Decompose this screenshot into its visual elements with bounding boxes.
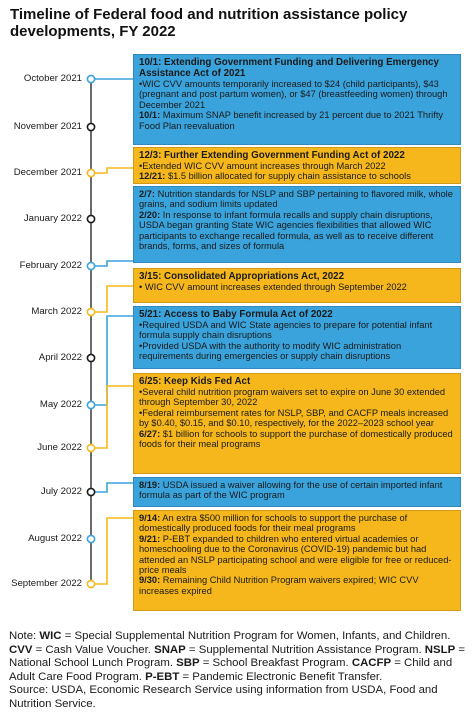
month-label: April 2022 bbox=[38, 352, 82, 363]
event-date: 10/1: bbox=[139, 110, 161, 121]
event-connector bbox=[91, 261, 133, 266]
month-marker-dot bbox=[87, 580, 94, 587]
month-label: July 2022 bbox=[40, 486, 82, 497]
month-label: September 2022 bbox=[11, 578, 82, 589]
abbreviation-note: Note: WIC = Special Supplemental Nutrition Program for Women, Infants, and Children. CVV = Cash Value Voucher. SNAP = Supplemental Nutrition Assistance Program. NSLP = National School Lunch Program. SBP = School Breakfast Program. CACFP = Child and Adult Care Food Program. P-EBT = Pandemic Electronic Benefit Transfer. bbox=[9, 630, 465, 683]
event-box-line: 2/20: In response to infant formula recalls and supply chain disruptions, USDA began granting State WIC agencies flexibilities that allowed WIC participants to exchange recalled formula, as well as to receive different brands, forms, and sizes of formula bbox=[139, 209, 434, 252]
month-marker-dot bbox=[87, 308, 94, 315]
month-marker-dot bbox=[87, 262, 94, 269]
month-label: May 2022 bbox=[39, 399, 82, 410]
abbreviation-term: NSLP bbox=[424, 643, 456, 656]
event-box-title: 10/1: Extending Government Funding and Delivering Emergency Assistance Act of 2021 bbox=[139, 57, 439, 79]
event-box-line: •Provided USDA with the authority to modify WIC administration requirements during emergencies or supply chain disruptions bbox=[139, 340, 402, 362]
month-marker-dot bbox=[87, 488, 94, 495]
event-connector bbox=[91, 286, 133, 312]
event-box bbox=[133, 147, 461, 184]
event-box-title: 3/15: Consolidated Appropriations Act, 2022 bbox=[139, 271, 345, 282]
source-note: Source: USDA, Economic Research Service using information from USDA, Food and Nutrition Service. bbox=[9, 684, 438, 710]
notes-block bbox=[9, 630, 467, 712]
event-date: 2/7: bbox=[139, 189, 156, 199]
event-connector bbox=[91, 168, 133, 173]
event-box bbox=[133, 373, 461, 474]
event-box-line: 9/14: An extra $500 million for schools to support the purchase of domestically produced foods for their meal programs bbox=[139, 513, 408, 534]
event-box-title: 5/21: Access to Baby Formula Act of 2022 bbox=[139, 309, 333, 320]
month-label: October 2021 bbox=[23, 73, 82, 84]
abbreviation-term: WIC bbox=[39, 630, 62, 642]
month-marker-dot bbox=[87, 169, 94, 176]
event-box-title: 12/3: Further Extending Government Funding Act of 2022 bbox=[139, 150, 405, 161]
month-marker-dot bbox=[87, 401, 94, 408]
event-box bbox=[133, 477, 461, 507]
event-date: 2/20: bbox=[139, 209, 161, 220]
event-date: 8/19: bbox=[139, 480, 161, 490]
event-box bbox=[133, 306, 461, 369]
month-marker-dot bbox=[87, 215, 94, 222]
event-box-title: 6/25: Keep Kids Fed Act bbox=[139, 376, 251, 387]
event-box bbox=[133, 268, 461, 303]
event-date: 6/27: bbox=[139, 428, 161, 439]
month-marker-dot bbox=[87, 354, 94, 361]
event-box bbox=[133, 510, 461, 611]
event-date: 12/21: bbox=[139, 171, 166, 182]
month-label: November 2021 bbox=[13, 121, 82, 132]
event-connector bbox=[91, 483, 133, 492]
month-label: December 2021 bbox=[13, 167, 82, 178]
event-box-line: •Required USDA and WIC State agencies to prepare for potential infant formula supply chain disruptions bbox=[139, 320, 433, 341]
event-box-line: 10/1: Maximum SNAP benefit increased by 21 percent due to 2021 Thrifty Food Plan reevaluation bbox=[139, 110, 444, 131]
event-box-line: •WIC CVV amounts temporarily increased to $24 (child participants), $43 (pregnant and post partum women), or $47 (breastfeeding women) through December 2021 bbox=[139, 79, 448, 110]
event-connector bbox=[91, 518, 133, 584]
event-box-line: •Federal reimbursement rates for NSLP, SBP, and CACFP meals increased by $0.40, $0.15, and $0.10, respectively, for the 2022–2023 school year bbox=[139, 407, 449, 429]
month-label: February 2022 bbox=[19, 260, 82, 271]
event-box-line: 9/30: Remaining Child Nutrition Program waivers expired; WIC CVV increases expired bbox=[139, 575, 419, 596]
month-marker-dot bbox=[87, 123, 94, 130]
month-label: June 2022 bbox=[37, 442, 82, 453]
event-box-line: 6/27: $1 billion for schools to support the purchase of domestically produced foods for their meal programs bbox=[139, 428, 453, 450]
event-box-line: • WIC CVV amount increases extended through September 2022 bbox=[139, 282, 407, 292]
event-connector bbox=[91, 386, 133, 448]
event-date: 9/21: bbox=[139, 533, 161, 544]
abbreviation-term: CACFP bbox=[351, 657, 392, 670]
event-box bbox=[133, 186, 461, 263]
event-box-line: 9/21: P-EBT expanded to children who entered virtual academies or homeschooling due to the Coronavirus (COVID-19) pandemic but had attended an NSLP participating school and were eligible for free or reduced-price meals bbox=[139, 533, 452, 576]
month-label: March 2022 bbox=[31, 306, 82, 317]
abbreviation-term: SBP bbox=[176, 657, 200, 670]
abbreviation-term: SNAP bbox=[154, 643, 186, 656]
month-label: August 2022 bbox=[28, 533, 82, 544]
event-box-line: 2/7: Nutrition standards for NSLP and SBP pertaining to flavored milk, whole grains, and sodium limits updated bbox=[139, 189, 453, 210]
abbreviation-term: CVV bbox=[9, 643, 33, 656]
month-marker-dot bbox=[87, 535, 94, 542]
event-connector bbox=[91, 316, 133, 405]
event-date: 9/30: bbox=[139, 575, 161, 586]
event-box-line: •Several child nutrition program waivers set to expire on June 30 extended through September 30, 2022 bbox=[139, 387, 446, 408]
month-marker-dot bbox=[87, 444, 94, 451]
event-box-line: 8/19: USDA issued a waiver allowing for the use of certain imported infant formula as part of the WIC program bbox=[139, 480, 443, 501]
abbreviation-term: P-EBT bbox=[145, 670, 180, 683]
event-box-line: 12/21: $1.5 billion allocated for supply chain assistance to schools bbox=[139, 171, 411, 182]
event-box-line: •Extended WIC CVV amount increases through March 2022 bbox=[139, 161, 386, 171]
month-marker-dot bbox=[87, 75, 94, 82]
event-date: 9/14: bbox=[139, 513, 161, 523]
month-label: January 2022 bbox=[23, 213, 82, 224]
event-box bbox=[133, 54, 461, 145]
figure-title: Timeline of Federal food and nutrition assistance policy developments, FY 2022 bbox=[10, 6, 408, 40]
